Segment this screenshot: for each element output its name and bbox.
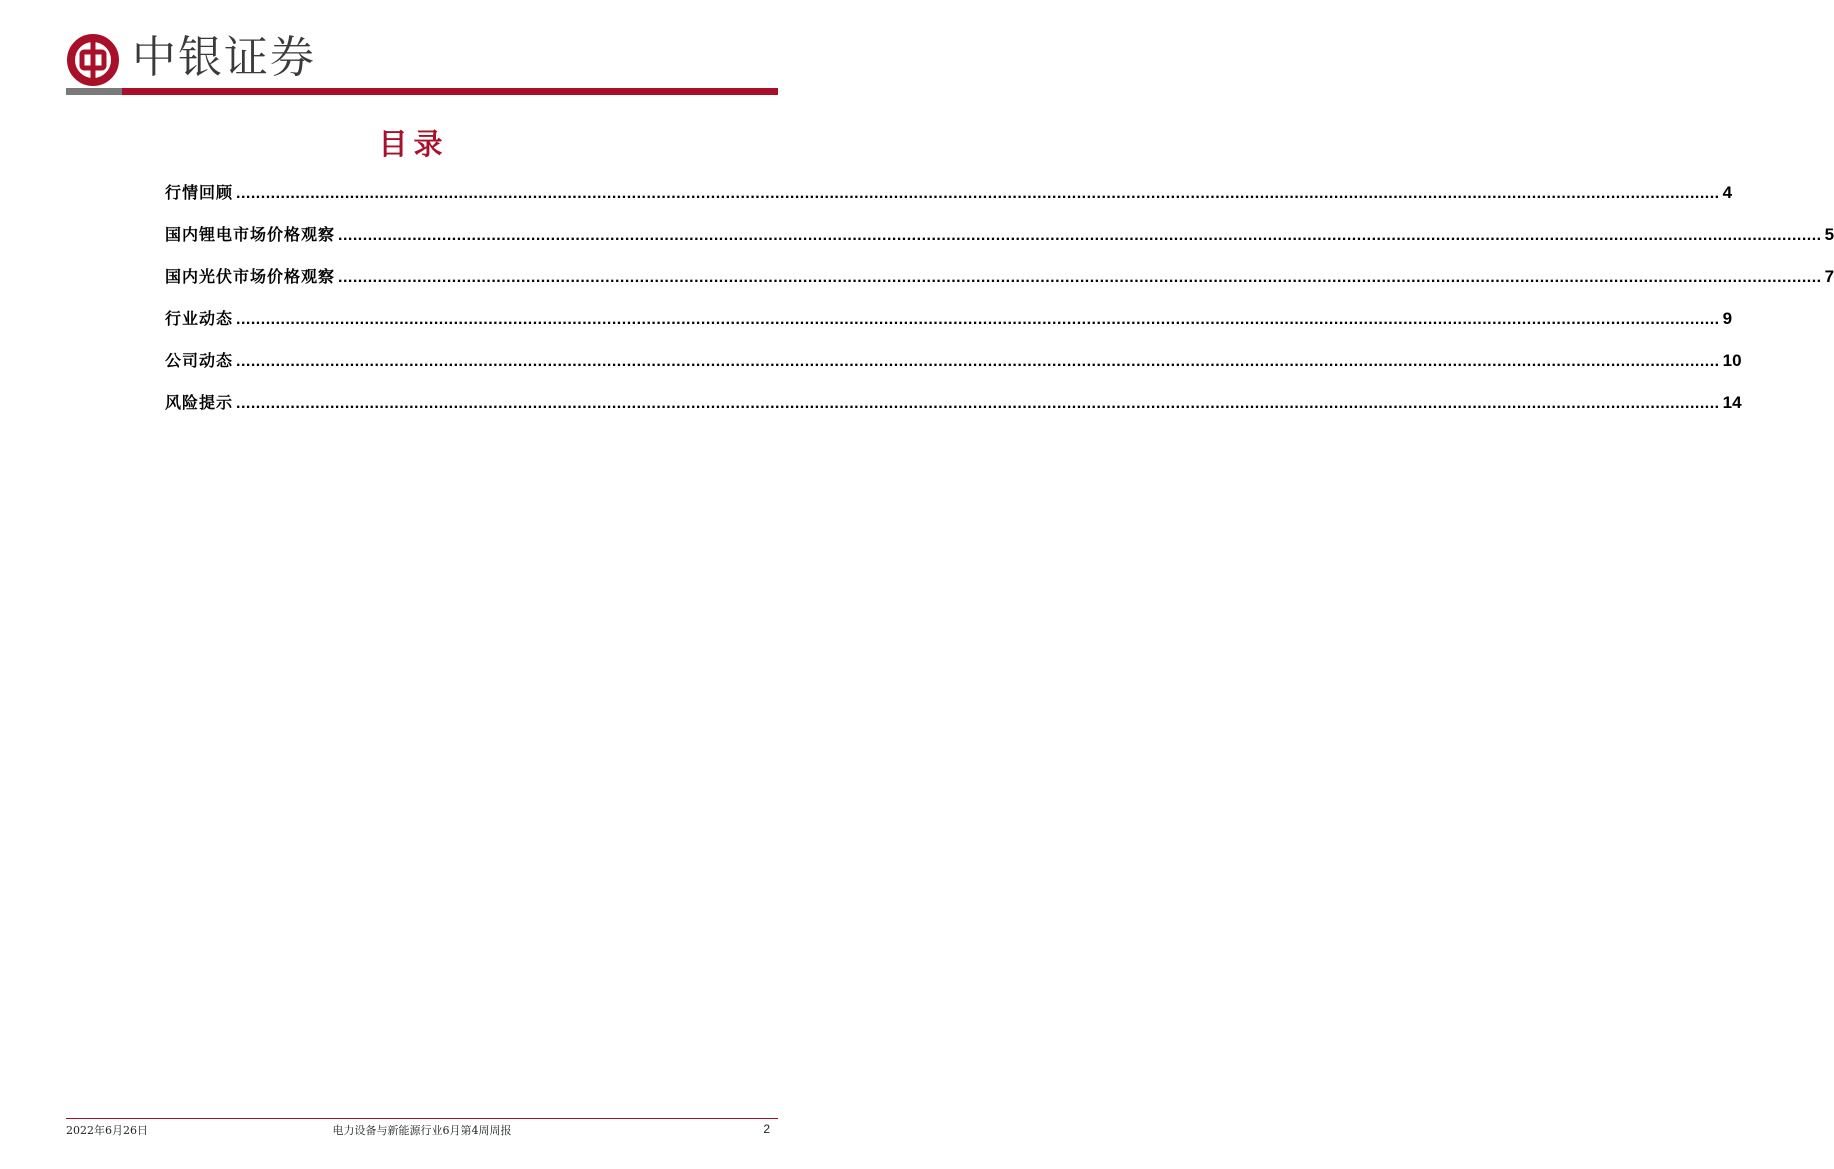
toc-leader-dots: ............................................................................................................................................................................................................................................................................................................ [338,269,1822,286]
toc-item-page: 9 [1722,309,1733,328]
footer-date: 2022年6月26日 [66,1124,148,1137]
table-of-contents [165,180,1834,432]
toc-leader-dots: ............................................................................................................................................................................................................................................................................................................ [338,227,1822,244]
toc-leader-dots: ............................................................................................................................................................................................................................................................................................................ [236,185,1720,202]
toc-item[interactable] [165,222,1834,264]
footer-page-number: 2 [763,1122,770,1136]
toc-item-label: 风险提示 [165,393,234,412]
toc-item-page: 7 [1824,267,1834,286]
toc-item-page: 10 [1722,351,1742,370]
toc-item[interactable] [165,264,1834,306]
toc-item-label: 国内光伏市场价格观察 [165,267,336,286]
toc-leader-dots: ............................................................................................................................................................................................................................................................................................................ [236,353,1720,370]
toc-item[interactable] [165,180,1733,222]
toc-item-page: 5 [1824,225,1834,244]
toc-item-label: 公司动态 [165,351,234,370]
toc-item-label: 行业动态 [165,309,234,328]
toc-title: 目录 [378,127,449,161]
brand-name: 中银证券 [132,32,316,83]
page-footer [66,1122,778,1138]
toc-item-page: 14 [1722,393,1742,412]
toc-item-label: 国内锂电市场价格观察 [165,225,336,244]
toc-leader-dots: ............................................................................................................................................................................................................................................................................................................ [236,395,1720,412]
footer-rule [66,1118,778,1119]
toc-item-label: 行情回顾 [165,183,234,202]
header-rule-red [122,88,778,95]
header-rule-gray [66,88,122,95]
footer-report-title: 电力设备与新能源行业6月第4周周报 [332,1124,512,1137]
toc-item[interactable] [165,306,1733,348]
toc-leader-dots: ............................................................................................................................................................................................................................................................................................................ [236,311,1720,328]
page-header [66,30,778,96]
toc-item[interactable] [165,390,1742,432]
bank-of-china-logo-icon [66,33,120,87]
toc-item-page: 4 [1722,183,1733,202]
toc-item[interactable] [165,348,1742,390]
